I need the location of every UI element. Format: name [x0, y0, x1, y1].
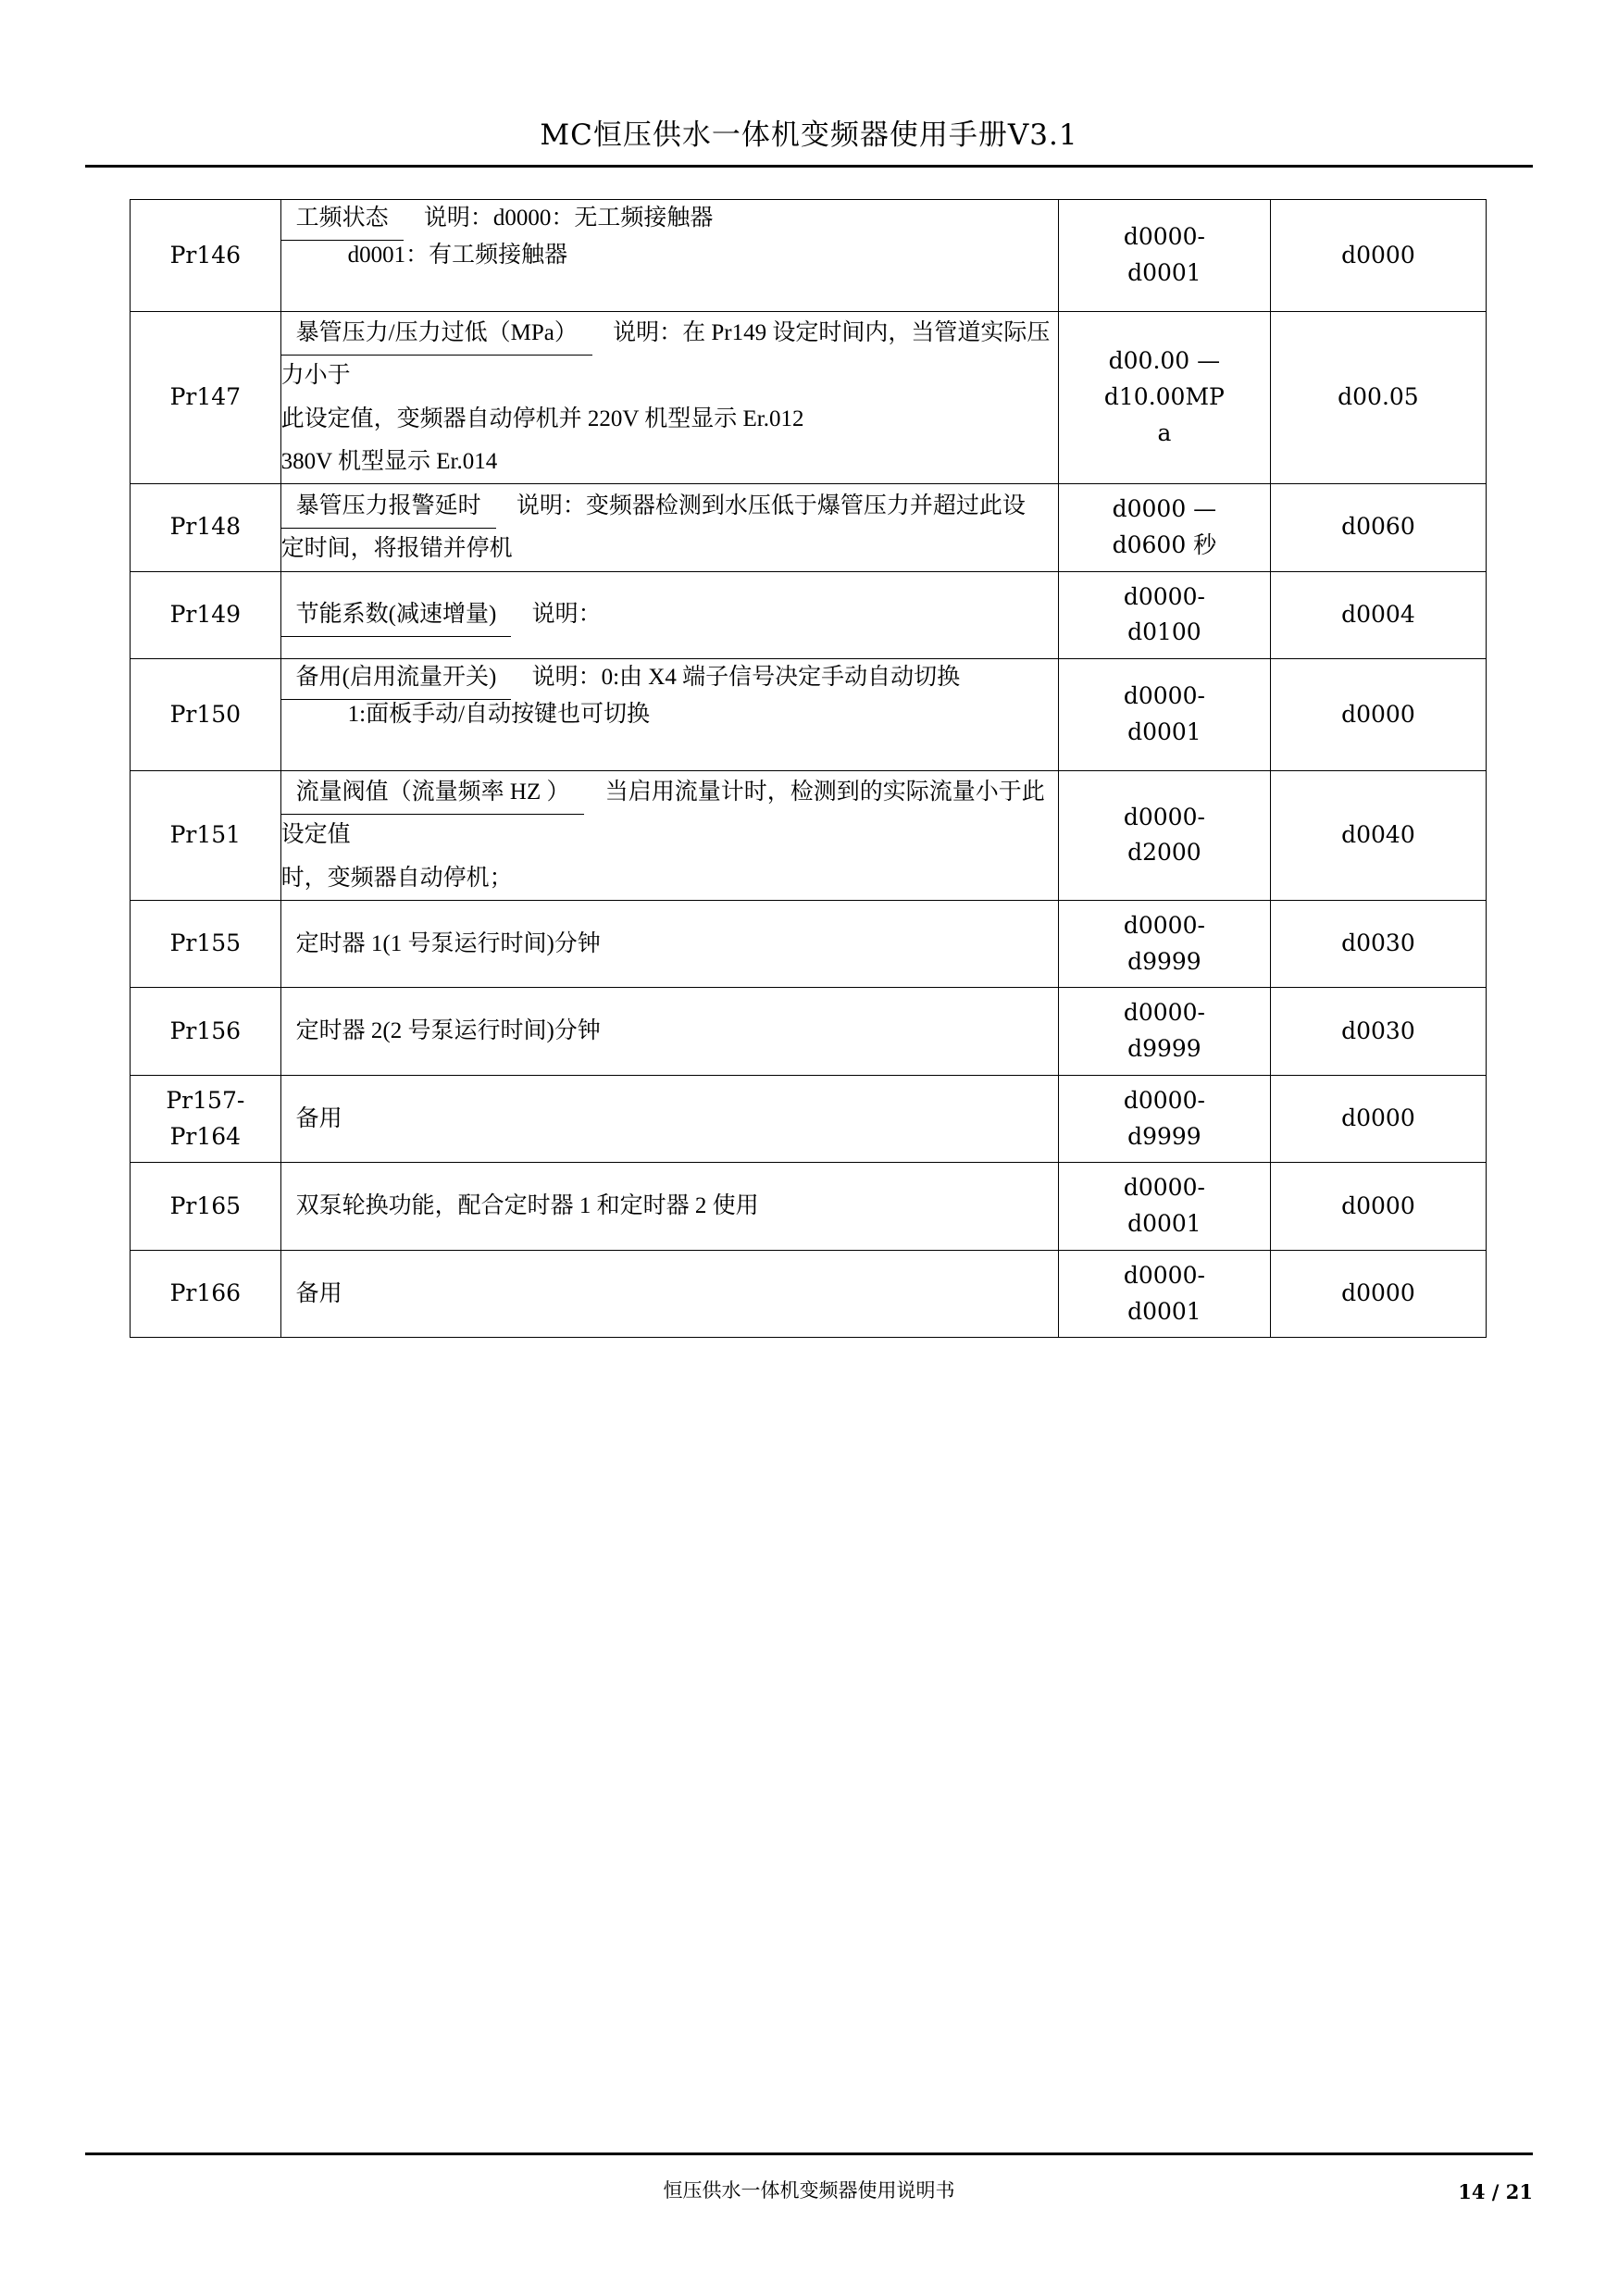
note-line: 此设定值，变频器自动停机并 220V 机型显示 Er.012: [280, 406, 804, 431]
parameter-title: 双泵轮换功能，配合定时器 1 和定时器 2 使用: [295, 1193, 759, 1218]
page-header-title: MC恒压供水一体机变频器使用手册V3.1: [540, 119, 1078, 152]
parameter-default: d0030: [1270, 988, 1486, 1076]
range-line: d0000-: [1123, 223, 1205, 251]
range-line: d9999: [1127, 1035, 1201, 1062]
range-line: d0001: [1127, 1210, 1201, 1237]
parameter-range: [1058, 1250, 1270, 1338]
parameter-range: [1058, 484, 1270, 572]
parameter-range: [1058, 988, 1270, 1076]
parameter-default: d0000: [1270, 1163, 1486, 1251]
range-line: d00.00 —: [1108, 347, 1221, 375]
parameter-title: 定时器 1(1 号泵运行时间)分钟: [295, 930, 601, 956]
parameter-code: Pr156: [131, 988, 281, 1076]
range-line: d2000: [1127, 839, 1201, 867]
range-line: d9999: [1127, 947, 1201, 975]
table-row: [131, 659, 1487, 771]
table-row: [131, 312, 1487, 484]
range-line: d0100: [1127, 618, 1201, 646]
table-row: [131, 200, 1487, 312]
parameter-code: Pr166: [131, 1250, 281, 1338]
parameter-note: 说明：: [531, 602, 602, 628]
note-line: d0001：有工频接触器: [347, 243, 568, 268]
table-row: [131, 1163, 1487, 1251]
parameter-range: [1058, 900, 1270, 988]
parameter-description: [280, 1075, 1058, 1163]
parameter-default: d00.05: [1270, 312, 1486, 484]
parameter-range: [1058, 312, 1270, 484]
parameter-range: [1058, 1075, 1270, 1163]
parameter-title: 备用: [295, 1280, 342, 1306]
parameter-code: Pr149: [131, 571, 281, 659]
parameter-range: [1058, 571, 1270, 659]
parameter-default: d0004: [1270, 571, 1486, 659]
range-line: d10.00MP: [1103, 383, 1225, 411]
footer-divider: [85, 2152, 1533, 2155]
note-line: 说明：0:由 X4 端子信号决定手动自动切换: [531, 665, 961, 690]
table-row: [131, 1250, 1487, 1338]
table-row: [131, 988, 1487, 1076]
table-row: [131, 900, 1487, 988]
range-line: a: [1157, 418, 1172, 446]
note-line: 380V 机型显示 Er.014: [280, 448, 498, 474]
range-line: d0000-: [1123, 999, 1205, 1027]
parameter-description: [280, 900, 1058, 988]
parameter-description: [280, 771, 1058, 901]
parameter-description: [280, 659, 1058, 771]
footer-text: 恒压供水一体机变频器使用说明书: [663, 2179, 955, 2202]
parameter-title: 工频状态: [281, 196, 404, 241]
parameter-code: Pr155: [131, 900, 281, 988]
parameter-description: [280, 1163, 1058, 1251]
header-divider: [85, 165, 1533, 168]
range-line: d0000-: [1123, 1086, 1205, 1114]
range-line: d0000-: [1123, 682, 1205, 710]
parameter-title: 暴管压力/压力过低（MPa）: [281, 311, 592, 356]
parameter-default: d0030: [1270, 900, 1486, 988]
parameter-default: d0060: [1270, 484, 1486, 572]
table-row: [131, 1075, 1487, 1163]
range-line: d0000-: [1123, 582, 1205, 610]
range-line: d0001: [1127, 718, 1201, 745]
note-line: 1:面板手动/自动按键也可切换: [347, 702, 651, 727]
parameter-code: Pr147: [131, 312, 281, 484]
parameter-range: [1058, 1163, 1270, 1251]
range-line: d0001: [1127, 1297, 1201, 1325]
parameter-code: [131, 1075, 281, 1163]
range-line: d0000-: [1123, 1261, 1205, 1289]
parameter-title: 备用(启用流量开关): [281, 655, 512, 700]
parameter-code: Pr146: [131, 200, 281, 312]
note-line: 当启用流量计时，检测到的实际流量小于此设定值: [280, 780, 1045, 848]
parameter-default: d0000: [1270, 200, 1486, 312]
note-line: 定时间，将报错并停机: [280, 535, 513, 561]
parameter-code: Pr151: [131, 771, 281, 901]
parameter-code: Pr165: [131, 1163, 281, 1251]
parameter-range: [1058, 200, 1270, 312]
range-line: d9999: [1127, 1122, 1201, 1150]
note-line: 说明：d0000：无工频接触器: [423, 206, 714, 231]
note-line: 说明：变频器检测到水压低于爆管压力并超过此设: [516, 493, 1026, 518]
note-line: 时，变频器自动停机；: [280, 865, 513, 891]
parameter-description: [280, 484, 1058, 572]
parameter-range: [1058, 659, 1270, 771]
table-row: [131, 771, 1487, 901]
note-line: 说明：在 Pr149 设定时间内，当管道实际压力小于: [280, 320, 1051, 389]
parameter-description: [280, 571, 1058, 659]
range-line: d0001: [1127, 259, 1201, 286]
range-line: d0000-: [1123, 911, 1205, 939]
parameter-default: d0000: [1270, 1250, 1486, 1338]
parameter-default: d0000: [1270, 659, 1486, 771]
parameter-title: 备用: [295, 1105, 342, 1131]
parameter-description: [280, 312, 1058, 484]
parameter-title: 定时器 2(2 号泵运行时间)分钟: [295, 1018, 601, 1043]
range-line: d0000-: [1123, 803, 1205, 830]
parameter-table: [130, 199, 1487, 1338]
parameter-title: 流量阀值（流量频率 HZ ）: [281, 770, 585, 815]
table-row: [131, 571, 1487, 659]
parameter-description: [280, 200, 1058, 312]
table-row: [131, 484, 1487, 572]
parameter-code: Pr150: [131, 659, 281, 771]
range-line: d0600 秒: [1112, 530, 1217, 558]
parameter-default: d0040: [1270, 771, 1486, 901]
page-number: 14 / 21: [1458, 2180, 1533, 2203]
code-line: Pr164: [169, 1122, 242, 1150]
page-footer: [85, 2176, 1533, 2203]
parameter-default: d0000: [1270, 1075, 1486, 1163]
range-line: d0000 —: [1112, 495, 1217, 522]
code-line: Pr157-: [166, 1086, 245, 1114]
parameter-title: 暴管压力报警延时: [281, 484, 496, 529]
parameter-description: [280, 1250, 1058, 1338]
parameter-title: 节能系数(减速增量): [281, 593, 512, 637]
range-line: d0000-: [1123, 1174, 1205, 1202]
parameter-description: [280, 988, 1058, 1076]
parameter-code: Pr148: [131, 484, 281, 572]
parameter-range: [1058, 771, 1270, 901]
